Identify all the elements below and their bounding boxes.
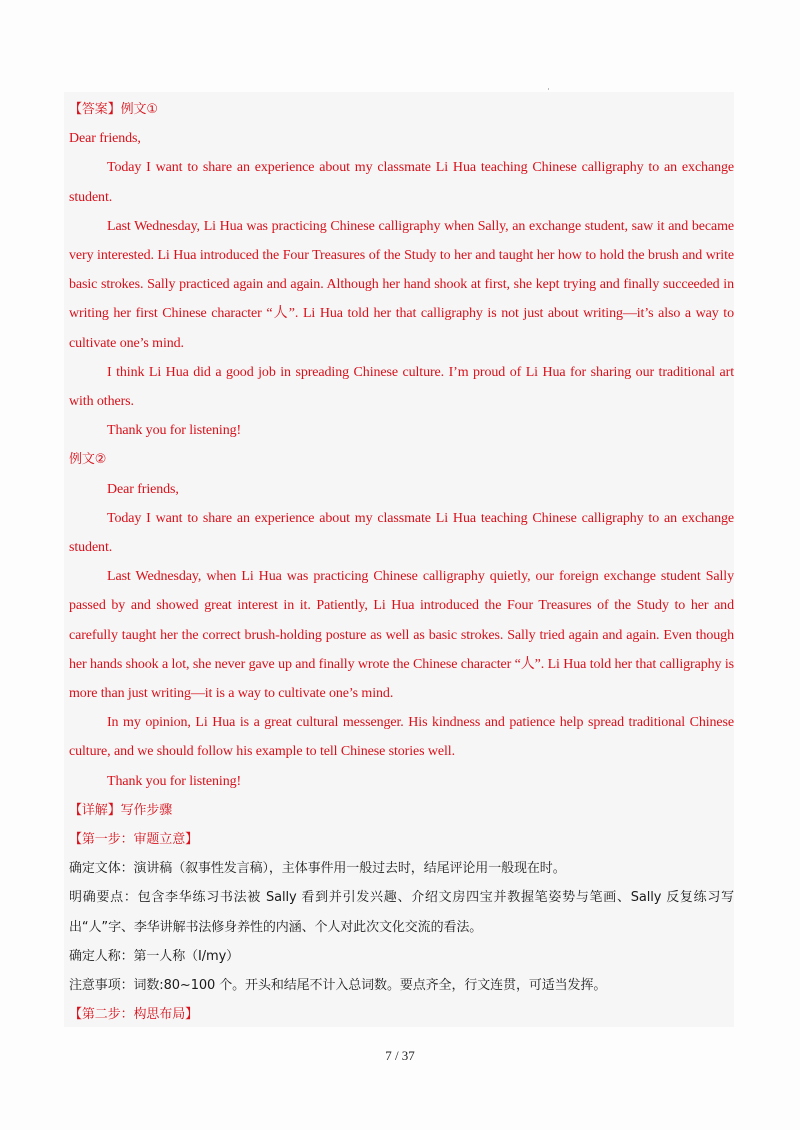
- sample2-heading: 例文②: [69, 452, 107, 468]
- scan-speck: [548, 88, 549, 90]
- sample1-paragraph: I think Li Hua did a good job in spreading Chinese culture. I’m proud of Li Hua for sharing our traditional art with others.: [69, 364, 734, 410]
- step2-heading: 【第二步：构思布局】: [69, 1007, 199, 1023]
- sample1-paragraph: Last Wednesday, Li Hua was practicing Chinese calligraphy when Sally, an exchange student, saw it and became very interested. Li Hua introduced the Four Treasures of the Study to her and taught her how to hold the brush and write basic strokes. Sally practiced again and again. Although her hand shook at first, she kept trying and finally succeeded in writing her first Chinese character “人”. Li Hua told her that calligraphy is not just about writing—it’s also a way to cultivate one’s mind.: [69, 218, 734, 351]
- answer-heading: 【答案】例文①: [69, 102, 158, 117]
- sample2-paragraph: Last Wednesday, when Li Hua was practicing Chinese calligraphy quietly, our foreign exchange student Sally passed by and showed great interest in it. Patiently, Li Hua introduced the Four Treasures of the Study to her and carefully taught her the correct brush-holding posture as well as basic strokes. Sally tried again and again. Even though her hands shook a lot, she never gave up and finally wrote the Chinese character “人”. Li Hua told her that calligraphy is more than just writing—it is a way to cultivate one’s mind.: [69, 569, 734, 702]
- sample1-paragraph: Today I want to share an experience about my classmate Li Hua teaching Chinese calligraphy to an exchange student.: [69, 160, 734, 205]
- sample2-paragraph: In my opinion, Li Hua is a great cultural messenger. His kindness and patience help spread traditional Chinese culture, and we should follow his example to tell Chinese stories well.: [69, 715, 734, 760]
- key-points-line: 明确要点：包含李华练习书法被 Sally 看到并引发兴趣、介绍文房四宝并教握笔姿势与笔画、Sally 反复练习写出“人”字、李华讲解书法修身养性的内涵、个人对此次文化交流的看法。: [69, 890, 734, 935]
- sample2-greeting: Dear friends,: [107, 481, 179, 497]
- page-content: [69, 95, 734, 1030]
- notes-line: 注意事项：词数:80~100 个。开头和结尾不计入总词数。要点齐全，行文连贯，可适当发挥。: [69, 978, 607, 994]
- explanation-heading: 【详解】写作步骤: [69, 802, 173, 818]
- page-number: 7 / 37: [385, 1048, 415, 1063]
- step1-heading: 【第一步：审题立意】: [69, 832, 199, 848]
- sample2-paragraph: Today I want to share an experience about my classmate Li Hua teaching Chinese calligraphy to an exchange student.: [69, 510, 734, 556]
- genre-line: 确定文体：演讲稿（叙事性发言稿），主体事件用一般过去时，结尾评论用一般现在时。: [69, 861, 566, 877]
- person-line: 确定人称：第一人称（I/my）: [69, 948, 240, 964]
- sample2-closing: Thank you for listening!: [107, 773, 242, 789]
- sample1-greeting: Dear friends,: [69, 131, 141, 147]
- sample1-closing: Thank you for listening!: [107, 423, 242, 439]
